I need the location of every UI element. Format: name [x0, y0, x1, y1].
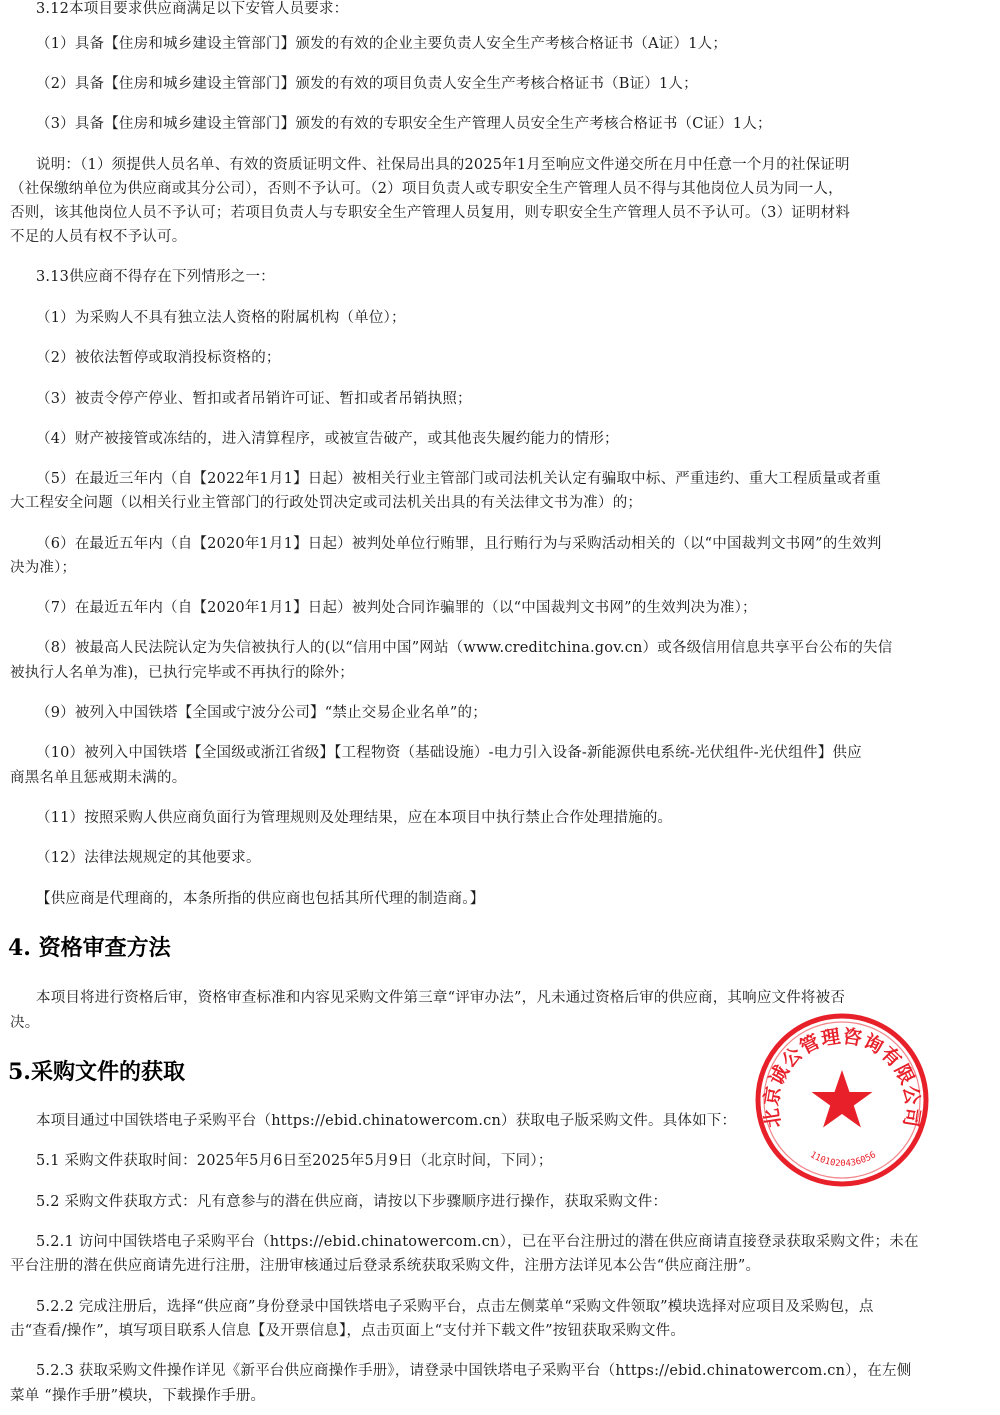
- sec5-2: 5.2 采购文件获取方式：凡有意参与的潜在供应商，请按以下步骤顺序进行操作，获取采购文件：: [36, 1194, 668, 1210]
- sec313-agent-note: 【供应商是代理商的，本条所指的供应商也包括其所代理的制造商。】: [36, 891, 485, 907]
- sec312-note-line-3: 否则，该其他岗位人员不予认可；若项目负责人与专职安全生产管理人员复用，则专职安全生产管理人员不予认可。（3）证明材料: [10, 205, 851, 221]
- section-5-heading: 5.采购文件的获取: [8, 1059, 185, 1085]
- seal-number: 1101020436056: [808, 1150, 878, 1170]
- sec5-2-3-line-2: 菜单 “操作手册”模块，下载操作手册。: [10, 1388, 266, 1404]
- sec313-item-8-line-1: （8）被最高人民法院认定为失信被执行人的(以“信用中国”网站（www.creditchina.gov.cn）或各级信用信息共享平台公布的失信: [36, 640, 893, 656]
- svg-text:1101020436056: [808, 1150, 878, 1169]
- sec5-2-1-line-2: 平台注册的潜在供应商请先进行注册，注册审核通过后登录系统获取采购文件，注册方法详见本公告“供应商注册”。: [10, 1258, 761, 1274]
- sec313-intro: 3.13供应商不得存在下列情形之一：: [36, 269, 275, 285]
- section-4-heading: 4. 资格审查方法: [8, 935, 171, 961]
- sec312-note-line-4: 不足的人员有权不予认可。: [10, 229, 187, 245]
- sec313-item-6-line-1: （6）在最近五年内（自【2020年1月1】日起）被判处单位行贿罪，且行贿行为与采购活动相关的（以“中国裁判文书网”的生效判: [36, 536, 882, 552]
- sec313-item-5-line-2: 大工程安全问题（以相关行业主管部门的行政处罚决定或司法机关出具的有关法律文书为准）的；: [10, 495, 643, 511]
- sec313-item-9: （9）被列入中国铁塔【全国或宁波分公司】“禁止交易企业名单”的；: [36, 705, 487, 721]
- sec312-note-line-1: 说明：（1）须提供人员名单、有效的资质证明文件、社保局出具的2025年1月至响应文件递交所在月中任意一个月的社保证明: [36, 157, 850, 173]
- sec312-item-3: （3）具备【住房和城乡建设主管部门】颁发的有效的专职安全生产管理人员安全生产考核合格证书（C证）1人；: [36, 116, 772, 132]
- seal-company-name: 北京诚公管理咨询有限公司: [760, 1025, 924, 1130]
- sec312-intro: 3.12本项目要求供应商满足以下安管人员要求：: [36, 1, 349, 17]
- company-seal: [754, 1012, 930, 1188]
- sec313-item-4: （4）财产被接管或冻结的，进入清算程序，或被宣告破产，或其他丧失履约能力的情形；: [36, 431, 619, 447]
- sec5-1: 5.1 采购文件获取时间：2025年5月6日至2025年5月9日（北京时间，下同）；: [36, 1153, 553, 1169]
- sec5-2-2-line-1: 5.2.2 完成注册后，选择“供应商”身份登录中国铁塔电子采购平台，点击左侧菜单“采购文件领取”模块选择对应项目及采购包，点: [36, 1299, 874, 1315]
- sec313-item-1: （1）为采购人不具有独立法人资格的附属机构（单位）；: [36, 310, 406, 326]
- sec5-2-2-line-2: 击“查看/操作”，填写项目联系人信息【及开票信息】，点击页面上“支付并下载文件”按钮获取采购文件。: [10, 1323, 686, 1339]
- sec5-intro: 本项目通过中国铁塔电子采购平台（https://ebid.chinatowercom.cn）获取电子版采购文件。具体如下：: [36, 1113, 737, 1129]
- sec313-item-3: （3）被责令停产停业、暂扣或者吊销许可证、暂扣或者吊销执照；: [36, 391, 472, 407]
- seal-star-icon: [812, 1070, 873, 1128]
- sec312-item-1: （1）具备【住房和城乡建设主管部门】颁发的有效的企业主要负责人安全生产考核合格证书（A证）1人；: [36, 36, 728, 52]
- sec312-note-line-2: （社保缴纳单位为供应商或其分公司），否则不予认可。（2）项目负责人或专职安全生产管理人员不得与其他岗位人员为同一人，: [10, 181, 843, 197]
- sec313-item-2: （2）被依法暂停或取消投标资格的；: [36, 350, 281, 366]
- sec313-item-10-line-2: 商黑名单且惩戒期未满的。: [10, 770, 187, 786]
- sec313-item-8-line-2: 被执行人名单为准)，已执行完毕或不再执行的除外；: [10, 665, 354, 681]
- sec313-item-12: （12）法律法规规定的其他要求。: [36, 850, 261, 866]
- sec4-paragraph-line-2: 决。: [10, 1015, 40, 1031]
- sec4-paragraph-line-1: 本项目将进行资格后审，资格审查标准和内容见采购文件第三章“评审办法”，凡未通过资格后审的供应商，其响应文件将被否: [36, 990, 846, 1006]
- sec313-item-11: （11）按照采购人供应商负面行为管理规则及处理结果，应在本项目中执行禁止合作处理措施的。: [36, 810, 673, 826]
- sec5-2-1-line-1: 5.2.1 访问中国铁塔电子采购平台（https://ebid.chinatowercom.cn），已在平台注册过的潜在供应商请直接登录获取采购文件；未在: [36, 1234, 919, 1250]
- sec313-item-5-line-1: （5）在最近三年内（自【2022年1月1】日起）被相关行业主管部门或司法机关认定有骗取中标、严重违约、重大工程质量或者重: [36, 471, 882, 487]
- sec313-item-7: （7）在最近五年内（自【2020年1月1】日起）被判处合同诈骗罪的（以“中国裁判文书网”的生效判决为准）；: [36, 600, 757, 616]
- sec5-2-3-line-1: 5.2.3 获取采购文件操作详见《新平台供应商操作手册》，请登录中国铁塔电子采购平台（https://ebid.chinatowercom.cn），在左侧: [36, 1363, 912, 1379]
- sec313-item-10-line-1: （10）被列入中国铁塔【全国级或浙江省级】【工程物资（基础设施）-电力引入设备-新能源供电系统-光伏组件-光伏组件】供应: [36, 745, 862, 761]
- sec312-item-2: （2）具备【住房和城乡建设主管部门】颁发的有效的项目负责人安全生产考核合格证书（B证）1人；: [36, 76, 698, 92]
- sec313-item-6-line-2: 决为准）；: [10, 560, 77, 576]
